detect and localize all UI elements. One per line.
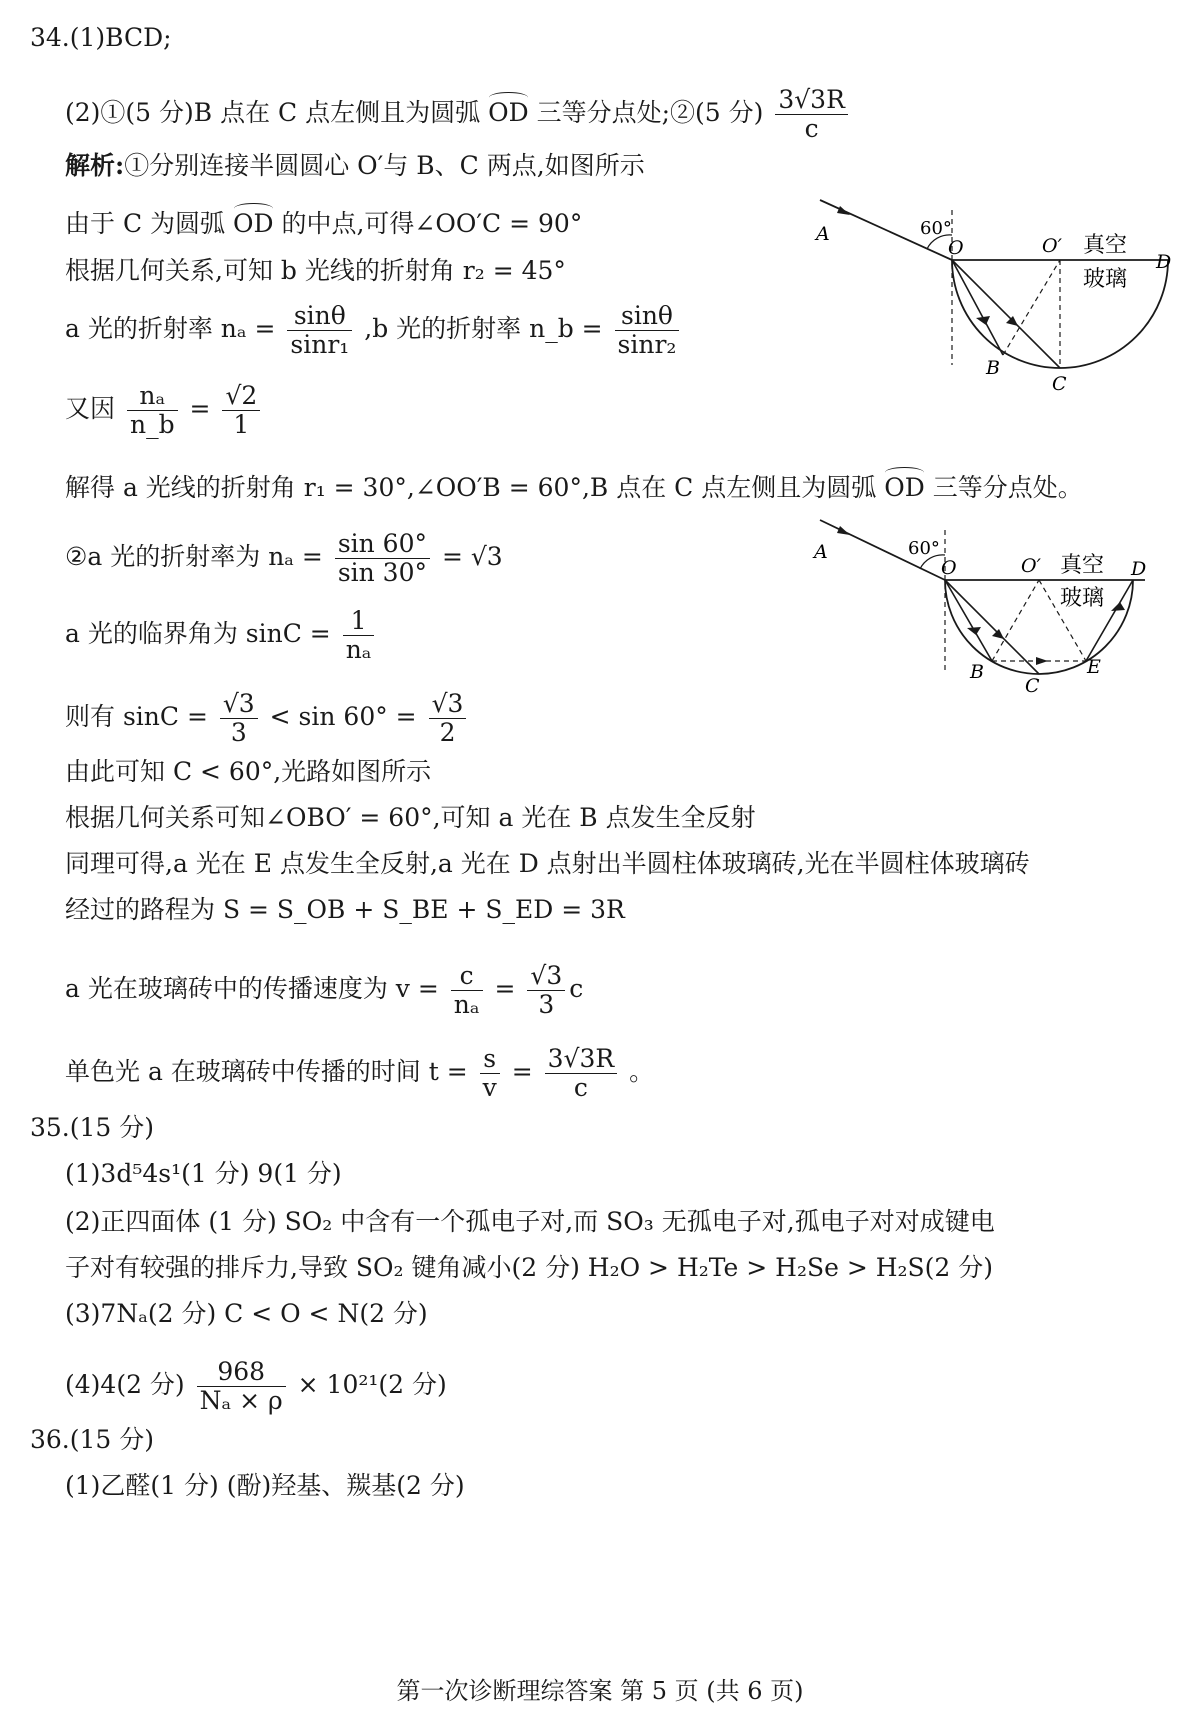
fraction-sqrt3-2-num: √3: [429, 690, 467, 719]
fig2-label-b: B: [970, 661, 984, 683]
q34-l4-text-a: 由于 C 为圆弧: [65, 209, 226, 238]
fig2-label-d: D: [1131, 558, 1147, 580]
q34-jiexi: [65, 150, 645, 182]
ray-b-1: [952, 260, 1060, 368]
ray-a-arrow-icon: [976, 316, 990, 325]
q35-l5-text-b: × 10²¹(2 分): [297, 1370, 447, 1399]
fraction-1-na-den: nₐ: [345, 635, 372, 664]
q35-line-4: (3)7Nₐ(2 分) C < O < N(2 分): [65, 1299, 428, 1328]
fraction-c-na-num: c: [451, 962, 483, 991]
fraction-s-v: [480, 1045, 500, 1102]
radius-ob-2: [992, 580, 1039, 661]
fig2-label-angle: 60°: [908, 538, 940, 559]
fraction-nb-num: sinθ: [615, 302, 680, 331]
fraction-sqrt3-3: [220, 690, 258, 747]
fig2-label-vacuum: 真空: [1060, 553, 1105, 578]
fraction-ratio-num: nₐ: [127, 382, 178, 411]
ray-be-arrow-icon: [1036, 657, 1048, 665]
fraction-density: [197, 1358, 286, 1415]
fraction-v-den: 3: [538, 990, 555, 1019]
fraction-ratio-den: n_b: [129, 410, 175, 439]
q34-line-1: 34.(1)BCD;: [30, 23, 172, 52]
q34-l17-text-a: 单色光 a 在玻璃砖中传播的时间 t =: [65, 1057, 468, 1086]
fraction-c-na-den: nₐ: [453, 990, 480, 1019]
fraction-time-num: 3√3R: [545, 1045, 618, 1074]
fig1-label-d: D: [1156, 251, 1172, 273]
q34-line-10: [65, 607, 378, 664]
q34-line-14: 同理可得,a 光在 E 点发生全反射,a 光在 D 点射出半圆柱体玻璃砖,光在半圆柱体玻璃砖: [65, 849, 1030, 878]
q34-l6-text-b: ,b 光的折射率 n_b =: [364, 314, 603, 343]
equals-sign-3: =: [511, 1057, 533, 1086]
fraction-sqrt3-2-den: 2: [439, 718, 456, 747]
fraction-na: [287, 302, 352, 359]
q34-line-8: [65, 472, 1083, 504]
ray-ed-arrow-icon: [1111, 602, 1125, 611]
q34-line-6: [65, 302, 683, 359]
q34-l16-text-b: c: [569, 974, 584, 1003]
q34-l2-text-a: (2)①(5 分)B 点在 C 点左侧且为圆弧: [65, 98, 481, 127]
fig2-label-e: E: [1087, 656, 1101, 678]
fraction-sin-num: sin 60°: [335, 530, 430, 559]
q34-l17-text-b: 。: [629, 1057, 655, 1086]
ray-a-1: [952, 260, 1003, 355]
equals-sign-2: =: [494, 974, 516, 1003]
fig1-label-glass: 玻璃: [1083, 267, 1128, 292]
fraction-density-num: 968: [197, 1358, 286, 1387]
fig1-label-c: C: [1052, 373, 1067, 395]
fraction-sqrt2: [222, 382, 260, 439]
ray-ob-arrow-icon: [967, 627, 981, 635]
q34-line-7: [65, 382, 264, 439]
equals-sign: =: [189, 394, 211, 423]
q34-line-12: 由此可知 C < 60°,光路如图所示: [65, 757, 432, 786]
refraction-diagram-2: [790, 510, 1170, 710]
fig1-label-b: B: [986, 357, 1000, 379]
q34-l9-text-b: = √3: [441, 542, 503, 571]
fraction-nb-den: sinr₂: [617, 330, 677, 359]
fraction-sqrt2-den: 1: [233, 410, 250, 439]
fig2-label-o-prime: O′: [1021, 555, 1041, 577]
fraction-v: [527, 962, 565, 1019]
q36-line-1: (1)乙醛(1 分) (酚)羟基、羰基(2 分): [65, 1471, 465, 1500]
fig2-label-o: O: [941, 557, 957, 579]
q34-l11-text-a: 则有 sinC =: [65, 702, 208, 731]
q34-l10-text: a 光的临界角为 sinC =: [65, 619, 331, 648]
q34-line-9: [65, 530, 503, 587]
radius-ob-1: [1003, 260, 1060, 355]
q35-line-2: (2)正四面体 (1 分) SO₂ 中含有一个孤电子对,而 SO₃ 无孤电子对,孤电子对对成键电: [65, 1207, 995, 1236]
q34-l4-text-b: 的中点,可得∠OO′C = 90°: [281, 209, 583, 238]
q36-heading: 36.(15 分): [30, 1425, 155, 1454]
q34-l6-text-a: a 光的折射率 nₐ =: [65, 314, 276, 343]
answer-fraction: [775, 86, 848, 143]
incident-arrow-icon-2: [837, 526, 850, 535]
q34-line-5: 根据几何关系,可知 b 光线的折射角 r₂ = 45°: [65, 256, 566, 285]
jiexi-text: ①分别连接半圆圆心 O′与 B、C 两点,如图所示: [124, 151, 645, 180]
refraction-diagram-1: [790, 190, 1172, 400]
answer-numerator: 3√3R: [775, 86, 848, 115]
jiexi-label: 解析:: [65, 151, 125, 180]
fraction-time-den: c: [573, 1073, 588, 1102]
q34-line-11: [65, 690, 470, 747]
q34-line-4: [65, 208, 582, 240]
fraction-c-na: [451, 962, 483, 1019]
answer-denominator: c: [804, 114, 819, 143]
fraction-s-v-num: s: [480, 1045, 500, 1074]
arc-od: OD: [488, 98, 529, 127]
q34-l11-text-b: < sin 60° =: [269, 702, 417, 731]
fig2-label-a: A: [814, 541, 828, 563]
fig1-label-a: A: [816, 223, 830, 245]
fraction-1-na-num: 1: [343, 607, 375, 636]
arc-od-3: OD: [884, 473, 925, 502]
q34-l8-text-a: 解得 a 光线的折射角 r₁ = 30°,∠OO′B = 60°,B 点在 C 点左侧且为圆弧: [65, 473, 877, 502]
q34-line-15: 经过的路程为 S = S_OB + S_BE + S_ED = 3R: [65, 895, 625, 924]
q35-heading: 35.(15 分): [30, 1113, 155, 1142]
ray-oc-arrow-icon: [992, 629, 1004, 639]
fig2-label-c: C: [1025, 675, 1040, 697]
fraction-sqrt3-3-num: √3: [220, 690, 258, 719]
q34-l7-text: 又因: [65, 394, 116, 423]
ray-b-arrow-icon: [1006, 316, 1018, 326]
q34-l16-text-a: a 光在玻璃砖中的传播速度为 v =: [65, 974, 439, 1003]
fraction-sqrt2-num: √2: [222, 382, 260, 411]
fraction-ratio: [127, 382, 178, 439]
fig1-label-o-prime: O′: [1042, 235, 1062, 257]
fraction-s-v-den: v: [482, 1073, 497, 1102]
fig1-label-angle: 60°: [920, 218, 952, 239]
q35-line-3: 子对有较强的排斥力,导致 SO₂ 键角减小(2 分) H₂O > H₂Te > H₂Se > H₂S(2 分): [65, 1253, 994, 1282]
fraction-sqrt3-2: [429, 690, 467, 747]
q35-line-5: [65, 1358, 447, 1415]
fraction-na-num: sinθ: [287, 302, 352, 331]
q34-line-17: [65, 1045, 654, 1102]
fraction-sin: [335, 530, 430, 587]
q35-line-1: (1)3d⁵4s¹(1 分) 9(1 分): [65, 1159, 342, 1188]
q34-l8-text-b: 三等分点处。: [932, 473, 1083, 502]
fig1-label-o: O: [948, 237, 964, 259]
fig2-label-glass: 玻璃: [1060, 586, 1105, 611]
fraction-time: [545, 1045, 618, 1102]
page-footer: 第一次诊断理综答案 第 5 页 (共 6 页): [396, 1677, 804, 1705]
q35-l5-text-a: (4)4(2 分): [65, 1370, 185, 1399]
q34-l2-text-b: 三等分点处;②(5 分): [536, 98, 764, 127]
fraction-1-na: [343, 607, 375, 664]
q34-line-16: [65, 962, 583, 1019]
incident-arrow-icon-1: [837, 206, 850, 215]
fraction-v-num: √3: [527, 962, 565, 991]
fraction-sin-den: sin 30°: [337, 558, 427, 587]
fig1-label-vacuum: 真空: [1083, 233, 1128, 258]
fraction-na-den: sinr₁: [290, 330, 350, 359]
fraction-density-den: Nₐ × ρ: [199, 1386, 283, 1415]
q34-l9-text-a: ②a 光的折射率为 nₐ =: [65, 542, 323, 571]
q34-line-2: [65, 86, 852, 143]
q34-line-13: 根据几何关系可知∠OBO′ = 60°,可知 a 光在 B 点发生全反射: [65, 803, 756, 832]
arc-od-2: OD: [232, 209, 274, 238]
fraction-sqrt3-3-den: 3: [230, 718, 247, 747]
fraction-nb: [615, 302, 680, 359]
